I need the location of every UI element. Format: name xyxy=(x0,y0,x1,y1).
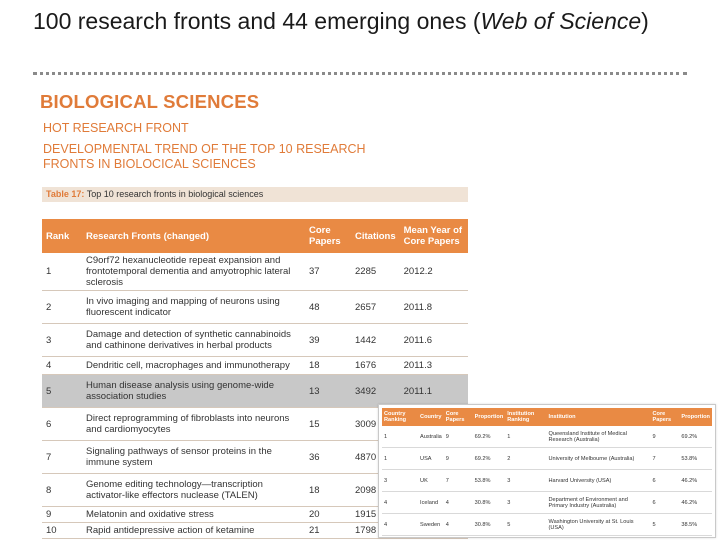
table-cell: 1676 xyxy=(351,357,400,375)
table-cell: 46.2% xyxy=(679,492,712,514)
table-cell: 7 xyxy=(651,448,680,470)
table-cell: 2011.1 xyxy=(400,375,468,408)
header-institution: Institution xyxy=(547,408,651,426)
title-italic: Web of Science xyxy=(480,8,642,34)
table-cell: 9 xyxy=(42,507,82,523)
slide-title: 100 research fronts and 44 emerging ones (Web of Science) xyxy=(33,8,649,34)
table-cell: 30.8% xyxy=(473,492,506,514)
table-cell: 4 xyxy=(444,492,473,514)
title-divider xyxy=(33,72,687,75)
table-cell: 1 xyxy=(42,253,82,291)
header-institution-ranking: Institution Ranking xyxy=(505,408,546,426)
table-cell: Human disease analysis using genome-wide association studies xyxy=(82,375,305,408)
table-cell: 4 xyxy=(382,514,418,536)
table-cell: Iceland xyxy=(418,492,444,514)
header-core-papers: Core Papers xyxy=(305,219,351,253)
table-cell: 39 xyxy=(305,324,351,357)
table-cell: 36 xyxy=(305,441,351,474)
table-cell: 18 xyxy=(305,357,351,375)
table-caption-bar xyxy=(42,187,468,202)
header-core-papers: Core Papers xyxy=(651,408,680,426)
table-row xyxy=(42,253,468,291)
table-cell: 21 xyxy=(305,523,351,539)
table-cell: 48 xyxy=(305,291,351,324)
table-cell: In vivo imaging and mapping of neurons using fluorescent indicator xyxy=(82,291,305,324)
header-core-papers: Core Papers xyxy=(444,408,473,426)
table-cell: 9 xyxy=(444,426,473,448)
table-cell: 3492 xyxy=(351,375,400,408)
table-cell: 1915 xyxy=(351,507,400,523)
section-heading: BIOLOGICAL SCIENCES xyxy=(40,91,260,112)
table-cell: 7 xyxy=(42,441,82,474)
table-cell: 9 xyxy=(651,426,680,448)
table-cell: 2 xyxy=(42,291,82,324)
table-cell: 2285 xyxy=(351,253,400,291)
table-cell: 2012.2 xyxy=(400,253,468,291)
table-row xyxy=(42,324,468,357)
country-institution-table-panel xyxy=(378,404,716,538)
table-cell: 20 xyxy=(305,507,351,523)
table-row xyxy=(382,448,712,470)
table-cell: 10 xyxy=(42,523,82,539)
table-cell: 8 xyxy=(42,474,82,507)
table-cell: 53.8% xyxy=(679,448,712,470)
table-cell: 2098 xyxy=(351,474,400,507)
table-cell: Queensland Institute of Medical Research (Australia) xyxy=(547,426,651,448)
table-cell: 37 xyxy=(305,253,351,291)
table-cell: Signaling pathways of sensor proteins in the immune system xyxy=(82,441,305,474)
header-research-fronts: Research Fronts (changed) xyxy=(82,219,305,253)
table-row xyxy=(382,514,712,536)
table-cell: 69.2% xyxy=(473,448,506,470)
table-cell: Australia xyxy=(418,426,444,448)
table-cell: 15 xyxy=(305,408,351,441)
table-cell: 1 xyxy=(505,426,546,448)
table-cell: Dendritic cell, macrophages and immunotherapy xyxy=(82,357,305,375)
table-cell: UK xyxy=(418,470,444,492)
table-cell: Direct reprogramming of fibroblasts into neurons and cardiomyocytes xyxy=(82,408,305,441)
table-cell: 3 xyxy=(505,470,546,492)
table-cell: 4870 xyxy=(351,441,400,474)
trend-heading: DEVELOPMENTAL TREND OF THE TOP 10 RESEARCH FRONTS IN BIOLOCICAL SCIENCES xyxy=(43,142,366,171)
table-cell: 4 xyxy=(382,492,418,514)
header-proportion: Proportion xyxy=(473,408,506,426)
table-cell: 3 xyxy=(382,470,418,492)
table-row-highlighted xyxy=(42,375,468,408)
table-cell: 3 xyxy=(42,324,82,357)
table-cell: Genome editing technology—transcription activator-like effectors nuclease (TALEN) xyxy=(82,474,305,507)
country-institution-table xyxy=(382,408,712,536)
table-row xyxy=(382,470,712,492)
table-cell: 2011.3 xyxy=(400,357,468,375)
table-cell: 69.2% xyxy=(679,426,712,448)
header-country: Country xyxy=(418,408,444,426)
table-cell: 5 xyxy=(42,375,82,408)
table-caption: Table 17: Top 10 research fronts in biological sciences xyxy=(46,189,264,199)
table-cell: 4 xyxy=(444,514,473,536)
table-cell: 46.2% xyxy=(679,470,712,492)
table-cell: 1442 xyxy=(351,324,400,357)
table-cell: 5 xyxy=(651,514,680,536)
table-cell: Damage and detection of synthetic cannabinoids and cathinone derivatives in herbal products xyxy=(82,324,305,357)
table-row xyxy=(42,291,468,324)
table-cell: 2657 xyxy=(351,291,400,324)
table-cell: 3009 xyxy=(351,408,400,441)
table-row xyxy=(382,492,712,514)
table-cell: Sweden xyxy=(418,514,444,536)
header-country-ranking: Country Ranking xyxy=(382,408,418,426)
table-cell: 1798 xyxy=(351,523,400,539)
header-citations: Citations xyxy=(351,219,400,253)
table-cell: USA xyxy=(418,448,444,470)
table-cell: C9orf72 hexanucleotide repeat expansion and frontotemporal dementia and amyotrophic lateral sclerosis xyxy=(82,253,305,291)
table-cell: 6 xyxy=(42,408,82,441)
table-cell: 5 xyxy=(505,514,546,536)
table-cell: 13 xyxy=(305,375,351,408)
table-cell: 1 xyxy=(382,448,418,470)
table-cell: University of Melbourne (Australia) xyxy=(547,448,651,470)
table-cell: Rapid antidepressive action of ketamine xyxy=(82,523,305,539)
table-cell: 53.8% xyxy=(473,470,506,492)
table-cell: 1 xyxy=(382,426,418,448)
table-cell: 4 xyxy=(42,357,82,375)
header-rank: Rank xyxy=(42,219,82,253)
table-cell: Department of Environment and Primary Industry (Australia) xyxy=(547,492,651,514)
table-cell: 30.8% xyxy=(473,514,506,536)
table-cell: 69.2% xyxy=(473,426,506,448)
table-cell: 2011.6 xyxy=(400,324,468,357)
table-cell: Harvard University (USA) xyxy=(547,470,651,492)
table-cell: 7 xyxy=(444,470,473,492)
table-cell: Washington University at St. Louis (USA) xyxy=(547,514,651,536)
table-cell: 2 xyxy=(505,448,546,470)
header-proportion: Proportion xyxy=(679,408,712,426)
header-mean-year: Mean Year of Core Papers xyxy=(400,219,468,253)
table-row xyxy=(42,357,468,375)
table-cell: 9 xyxy=(444,448,473,470)
subheading: HOT RESEARCH FRONT xyxy=(43,121,189,135)
table-row xyxy=(382,426,712,448)
table-cell: 3 xyxy=(505,492,546,514)
table-cell: 18 xyxy=(305,474,351,507)
table-cell: 6 xyxy=(651,492,680,514)
table-cell: Melatonin and oxidative stress xyxy=(82,507,305,523)
table-cell: 2011.8 xyxy=(400,291,468,324)
table-cell: 38.5% xyxy=(679,514,712,536)
table-cell: 6 xyxy=(651,470,680,492)
